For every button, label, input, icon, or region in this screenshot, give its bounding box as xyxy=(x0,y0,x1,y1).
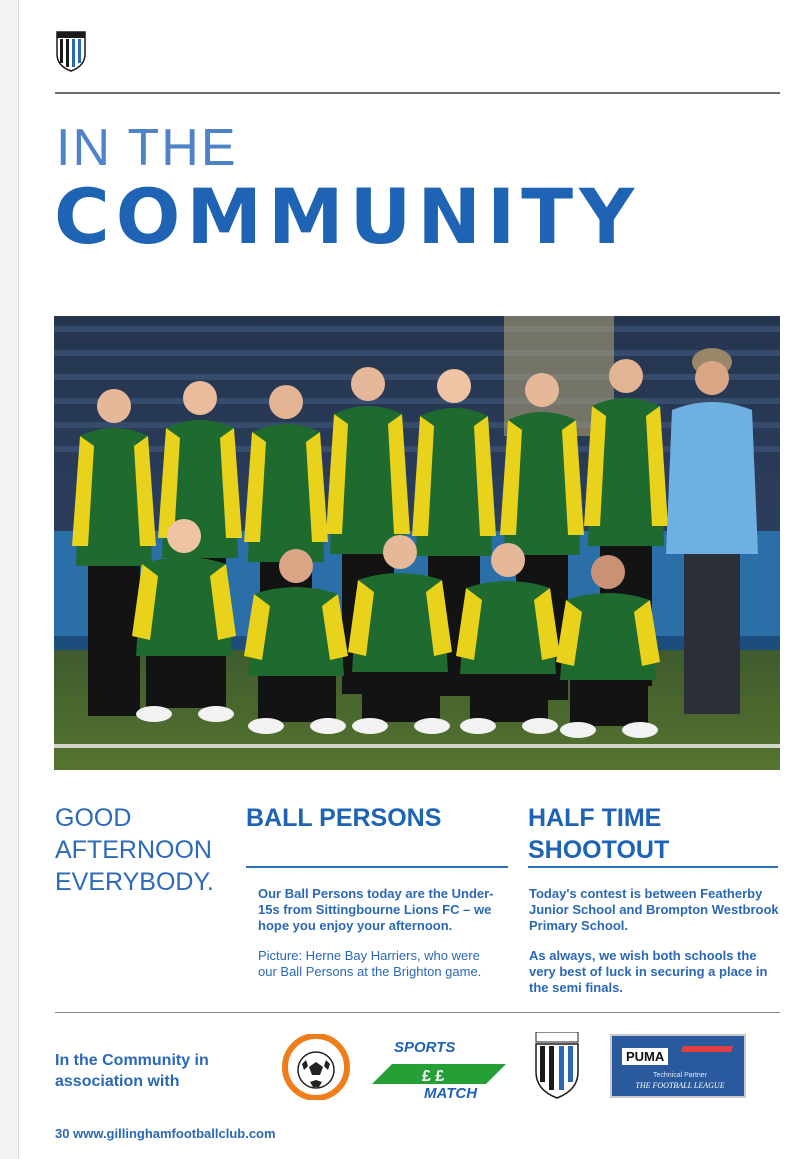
match-logo-text: MATCH xyxy=(424,1085,478,1100)
gillingham-crest-logo xyxy=(532,1032,582,1102)
greeting-text: GOOD AFTERNOON EVERYBODY. xyxy=(55,804,214,896)
ball-persons-body xyxy=(258,886,498,994)
gillingham-crest-icon xyxy=(55,30,87,72)
football-league-badge xyxy=(610,1034,746,1098)
puma-logo-text: PUMA xyxy=(622,1048,668,1065)
ball-persons-paragraph-1: Our Ball Persons today are the Under-15s from Sittingbourne Lions FC – we hope you enjoy your afternoon. xyxy=(258,886,494,933)
title-line-2: COMMUNITY xyxy=(54,172,641,261)
title-line-1: IN THE xyxy=(56,119,238,177)
page-number: 30 xyxy=(55,1126,70,1141)
football-in-the-community-logo xyxy=(272,1034,360,1100)
ball-persons-paragraph-2: Picture: Herne Bay Harriers, who were our Ball Persons at the Brighton game. xyxy=(258,948,482,979)
half-time-rule xyxy=(528,866,778,868)
team-photo xyxy=(54,316,780,770)
half-time-paragraph-2: As always, we wish both schools the very best of luck in securing a place in the semi finals. xyxy=(529,948,768,995)
league-partner-text: Technical Partner xyxy=(652,1072,708,1079)
association-text: In the Community in association with xyxy=(55,1052,209,1090)
sports-match-logo xyxy=(372,1036,506,1100)
footer-rule xyxy=(55,1012,780,1013)
league-lion-mark xyxy=(681,1046,733,1052)
footer-url[interactable]: www.gillinghamfootballclub.com xyxy=(73,1126,276,1141)
half-time-heading: HALF TIME SHOOTOUT xyxy=(528,804,670,864)
half-time-body xyxy=(529,886,779,1010)
page-edge xyxy=(0,0,19,1159)
league-name-text: THE FOOTBALL LEAGUE xyxy=(635,1081,725,1090)
half-time-paragraph-1: Today's contest is between Featherby Junior School and Brompton Westbrook Primary School. xyxy=(529,886,779,933)
ball-persons-heading: BALL PERSONS xyxy=(246,804,442,832)
svg-text:£ £: £ £ xyxy=(422,1068,445,1085)
header-rule xyxy=(55,92,780,94)
sports-logo-text: SPORTS xyxy=(394,1039,456,1056)
ball-persons-rule xyxy=(246,866,508,868)
footer xyxy=(55,1126,276,1141)
